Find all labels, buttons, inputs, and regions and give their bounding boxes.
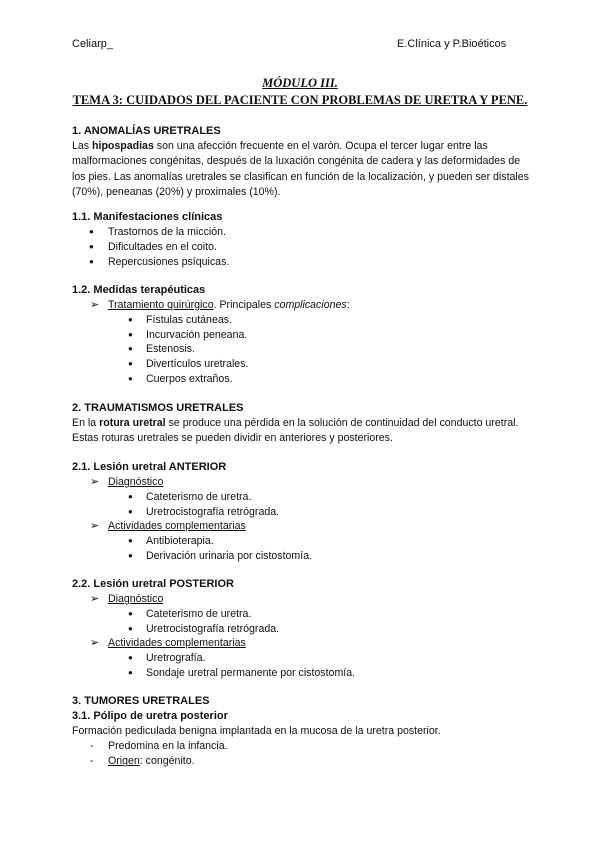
bullet-list (72, 313, 534, 387)
arrow-icon: ➢ (90, 520, 100, 533)
section-traumatismos (72, 401, 534, 447)
bullet-list (72, 225, 534, 269)
bullet-list (72, 607, 534, 637)
list-item: ● Cateterismo de uretra. (72, 490, 534, 505)
section-heading: 1.1. Manifestaciones clínicas (72, 211, 223, 223)
header-left: Celiarp_ (72, 38, 113, 50)
section-heading: 1.2. Medidas terapéuticas (72, 284, 206, 296)
list-item: ● Uretrocistografía retrógrada. (72, 622, 534, 637)
arrow-item: ➢ Diagnóstico (90, 593, 164, 605)
section-heading: 2. TRAUMATISMOS URETRALES (72, 402, 244, 414)
arrow-icon: ➢ (90, 476, 100, 488)
list-item: ● Cuerpos extraños. (72, 372, 534, 387)
section-lesion-anterior (72, 460, 534, 564)
paragraph: En la rotura uretral se produce una pérdida en la solución de continuidad del conducto uretral. Estas roturas uretrales se pueden dividir en anteriores y posteriores. (72, 417, 519, 445)
section-tumores (72, 694, 534, 769)
section-heading: 1. ANOMALÍAS URETRALES (72, 125, 221, 137)
module-title: MÓDULO III. (262, 76, 338, 90)
arrow-item: ➢ Actividades complementarias (90, 637, 246, 650)
section-medidas (72, 283, 534, 387)
section-anomalias (72, 124, 534, 201)
list-item: ● Divertículos uretrales. (72, 357, 534, 372)
list-item: ● Dificultades en el coito. (72, 240, 534, 255)
list-item: ● Uretrografía. (72, 651, 534, 666)
section-manifestaciones (72, 210, 534, 269)
paragraph: Formación pediculada benigna implantada en la mucosa de la uretra posterior. (72, 725, 441, 737)
list-item: ● Sondaje uretral permanente por cistostomía. (72, 666, 534, 681)
arrow-icon: ➢ (90, 593, 100, 605)
section-heading: 2.2. Lesión uretral POSTERIOR (72, 578, 234, 590)
paragraph: Las hipospadias son una afección frecuente en el varón. Ocupa el tercer lugar entre las malformaciones congénitas, después de la luxación congénita de cadera y las deformidades de los pies. Las anomalías uretrales se clasifican en función de la localización, y pueden ser distales (70%), peneanas (20%) y proximales (10%). (72, 140, 529, 199)
subsection-heading: 3.1. Pólipo de uretra posterior (72, 710, 228, 722)
list-item: ● Estenosis. (72, 342, 534, 357)
bullet-list (72, 651, 534, 681)
dash-list (72, 739, 534, 769)
bullet-list (72, 534, 534, 564)
list-item: - Origen: congénito. (72, 754, 534, 769)
list-item: - Predomina en la infancia. (72, 739, 534, 754)
arrow-item: ➢ Diagnóstico (90, 476, 164, 488)
list-item: ● Trastornos de la micción. (72, 225, 534, 240)
list-item: ● Antibioterapia. (72, 534, 534, 549)
section-heading: 3. TUMORES URETRALES (72, 695, 210, 707)
list-item: ● Derivación urinaria por cistostomía. (72, 549, 534, 564)
header-right: E.Clínica y P.Bioéticos (397, 38, 507, 50)
list-item: ● Repercusiones psíquicas. (72, 255, 534, 270)
list-item: ● Cateterismo de uretra. (72, 607, 534, 622)
section-heading: 2.1. Lesión uretral ANTERIOR (72, 461, 227, 473)
arrow-icon: ➢ (90, 637, 100, 650)
arrow-item: ➢ Tratamiento quirúrgico. Principales complicaciones: (90, 299, 350, 311)
arrow-icon: ➢ (90, 299, 100, 311)
topic-title: TEMA 3: CUIDADOS DEL PACIENTE CON PROBLEMAS DE URETRA Y PENE. (72, 93, 528, 107)
list-item: ● Uretrocistografía retrógrada. (72, 505, 534, 520)
arrow-item: ➢ Actividades complementarias (90, 520, 246, 533)
bullet-list (72, 490, 534, 520)
list-item: ● Fístulas cutáneas. (72, 313, 534, 328)
section-lesion-posterior (72, 577, 534, 681)
list-item: ● Incurvación peneana. (72, 328, 534, 343)
